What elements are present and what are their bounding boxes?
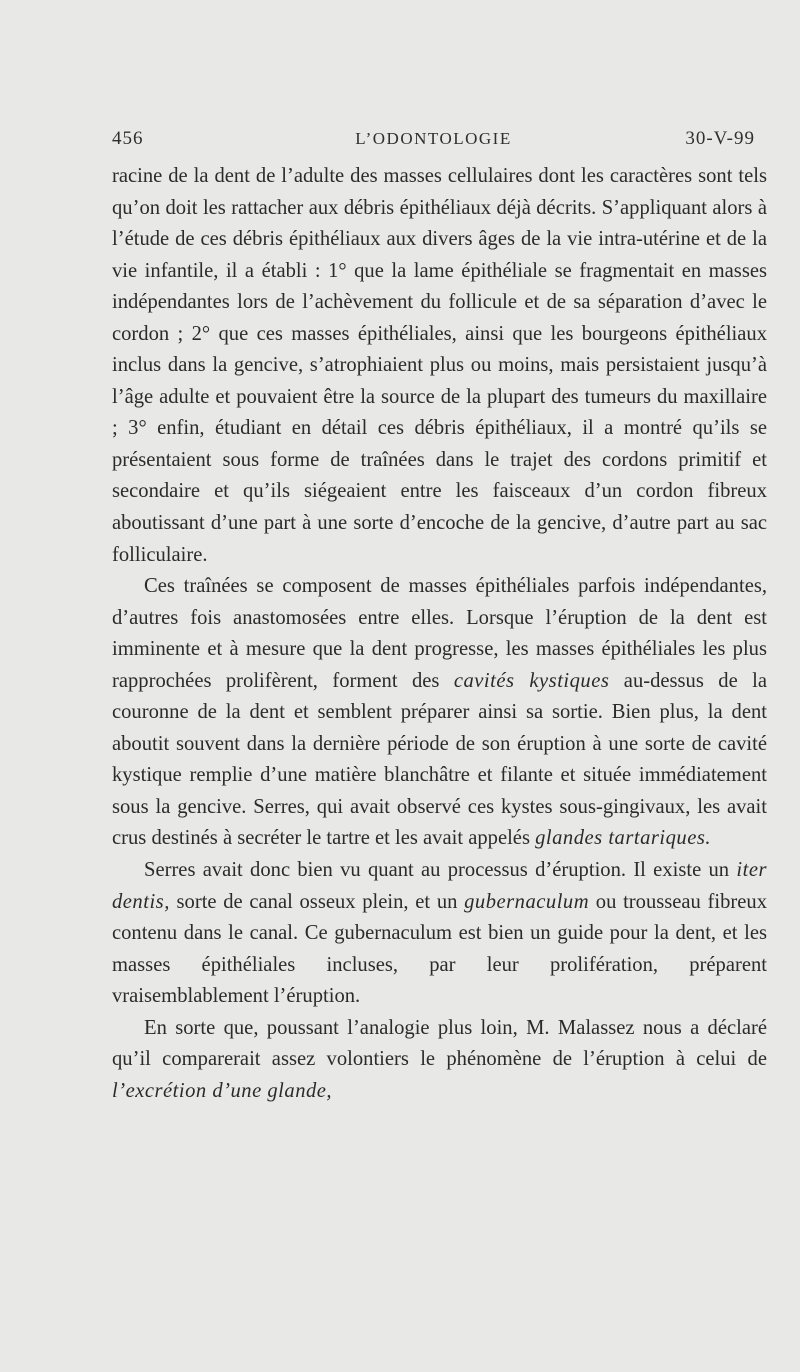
text-run: En sorte que, poussant l’analogie plus loin, M. Malassez nous a déclaré qu’il comparerait assez volontiers le phénomène de l’éruption à celui de [112, 1016, 767, 1071]
italic-term: iter dentis, [112, 859, 767, 913]
running-title: L’ODONTOLOGIE [355, 129, 512, 148]
body-text [112, 161, 767, 1107]
italic-term: l’excrétion d’une glande, [112, 1079, 333, 1102]
paragraph-2 [112, 571, 767, 855]
text-run: Ces traînées se composent de masses épithéliales parfois indépendantes, d’autres fois anastomosées entre elles. Lorsque l’éruption de la dent est imminente et à mesure que la dent progresse, les masses épithéliales les plus rapprochées prolifèrent, forment des [112, 575, 767, 692]
text-run: au-dessus de la couronne de la dent et semblent préparer ainsi sa sortie. Bien plus, la dent aboutit souvent dans la dernière période de son éruption à une sorte de cavité kystique remplie d’une matière blanchâtre et filante et située immédiatement sous la gencive. Serres, qui avait observé ces kystes sous-gingivaux, les avait crus destinés à secréter le tartre et les avait appelés [112, 669, 767, 850]
running-header [112, 128, 755, 158]
issue-date: 30-V-99 [685, 128, 755, 149]
paragraph-4 [112, 1013, 767, 1108]
italic-term: cavités kystiques [453, 669, 610, 692]
italic-term: gubernaculum [464, 890, 590, 913]
text-run: sorte de canal osseux plein, et un [169, 890, 465, 913]
page-number: 456 [112, 128, 144, 149]
paragraph-1: racine de la dent de l’adulte des masses cellulaires dont les caractères sont tels qu’on doit les rattacher aux débris épithéliaux déjà décrits. S’appliquant alors à l’étude de ces débris épithéliaux aux divers âges de la vie intra-utérine et de la vie infantile, il a établi : 1° que la lame épithéliale se fragmentait en masses indépendantes lors de l’achèvement du follicule et de sa séparation d’avec le cordon ; 2° que ces masses épithéliales, ainsi que les bourgeons épithéliaux inclus dans la gencive, s’atrophiaient plus ou moins, mais persistaient jusqu’à l’âge adulte et pouvaient être la source de la plupart des tumeurs du maxillaire ; 3° enfin, étudiant en détail ces débris épithéliaux, il a montré qu’ils se présentaient sous forme de traînées dans le trajet des cordons primitif et secondaire et qu’ils siégeaient entre les faisceaux d’un cordon fibreux aboutissant d’une part à une sorte d’encoche de la gencive, d’autre part au sac folliculaire. [112, 165, 767, 566]
paragraph-3 [112, 855, 767, 1013]
italic-term: glandes tartariques. [535, 827, 712, 850]
text-run: Serres avait donc bien vu quant au processus d’éruption. Il existe un [144, 859, 737, 882]
text-run: ou trousseau fibreux contenu dans le canal. Ce gubernaculum est bien un guide pour la dent, et les masses épithéliales incluses, par leur prolifération, préparent vraisemblablement l’éruption. [112, 890, 768, 1008]
